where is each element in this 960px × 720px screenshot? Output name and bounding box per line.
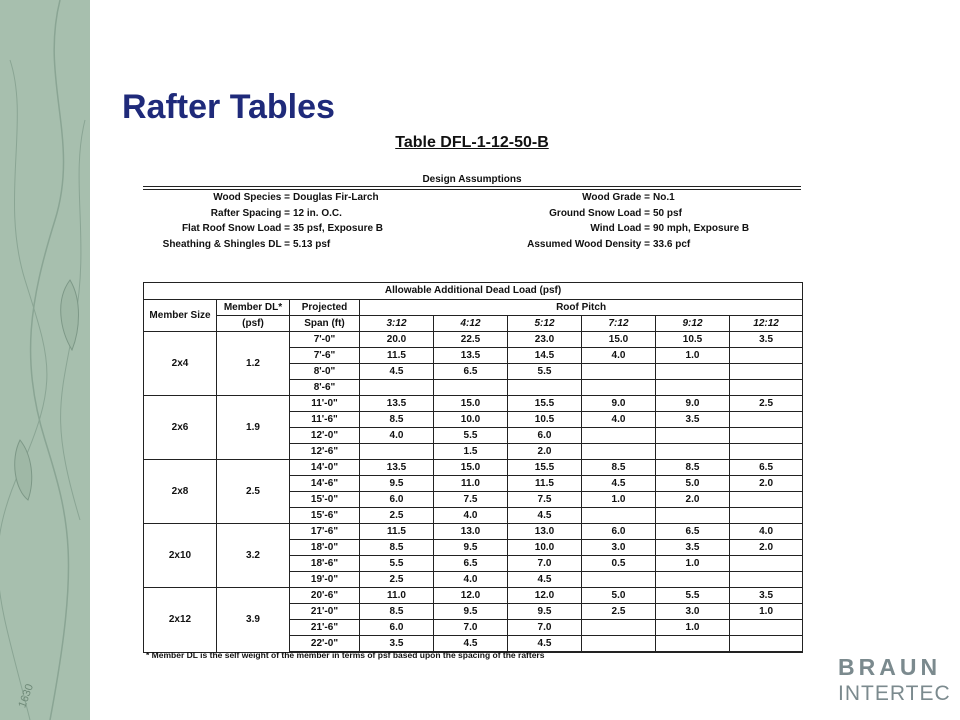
assumption-row <box>478 206 749 222</box>
load-value-cell: 20.0 <box>360 332 434 348</box>
assumption-value: No.1 <box>653 192 675 203</box>
member-dl-cell: 2.5 <box>217 460 290 524</box>
assumption-value: 33.6 pcf <box>653 238 691 250</box>
load-value-cell: 13.5 <box>360 396 434 412</box>
load-value-cell <box>730 412 803 428</box>
load-value-cell: 2.0 <box>730 540 803 556</box>
load-value-cell <box>730 364 803 380</box>
span-cell: 11'-0" <box>290 396 360 412</box>
load-value-cell: 3.5 <box>730 332 803 348</box>
load-value-cell: 9.0 <box>656 396 730 412</box>
span-cell: 17'-6" <box>290 524 360 540</box>
load-value-cell: 9.0 <box>582 396 656 412</box>
assumption-row <box>478 190 749 206</box>
table-title: Table DFL-1-12-50-B <box>395 134 549 151</box>
load-value-cell: 9.5 <box>434 540 508 556</box>
table-row <box>144 332 803 348</box>
table-super-header: Allowable Additional Dead Load (psf) <box>144 283 803 300</box>
load-value-cell: 13.0 <box>508 524 582 540</box>
load-value-cell: 2.0 <box>730 476 803 492</box>
load-value-cell: 14.5 <box>508 348 582 364</box>
load-value-cell: 9.5 <box>360 476 434 492</box>
member-size-cell: 2x4 <box>144 332 217 396</box>
load-value-cell: 3.0 <box>656 604 730 620</box>
logo-line-2: INTERTEC <box>838 682 951 705</box>
load-value-cell: 2.5 <box>360 572 434 588</box>
header-member-size: Member Size <box>144 300 217 332</box>
load-value-cell: 4.5 <box>508 636 582 653</box>
table-row <box>144 524 803 540</box>
assumption-label: Rafter Spacing = <box>210 207 290 219</box>
load-value-cell <box>656 380 730 396</box>
load-value-cell: 15.0 <box>434 396 508 412</box>
load-value-cell: 1.0 <box>656 348 730 364</box>
load-value-cell: 4.5 <box>360 364 434 380</box>
design-assumptions-left <box>143 190 383 252</box>
decorative-map-sidebar <box>0 0 90 720</box>
load-value-cell: 11.5 <box>508 476 582 492</box>
member-size-cell: 2x12 <box>144 588 217 653</box>
load-value-cell <box>582 428 656 444</box>
load-value-cell: 0.5 <box>582 556 656 572</box>
load-value-cell: 2.0 <box>656 492 730 508</box>
load-value-cell: 3.0 <box>582 540 656 556</box>
load-value-cell: 6.5 <box>434 364 508 380</box>
span-cell: 7'-0" <box>290 332 360 348</box>
header-pitch: 12:12 <box>730 316 803 332</box>
load-value-cell <box>360 444 434 460</box>
load-value-cell <box>730 636 803 653</box>
span-cell: 21'-0" <box>290 604 360 620</box>
load-value-cell: 10.5 <box>508 412 582 428</box>
load-value-cell <box>730 556 803 572</box>
load-value-cell: 8.5 <box>360 604 434 620</box>
assumption-label: Assumed Wood Density = <box>527 238 650 250</box>
load-value-cell: 7.5 <box>434 492 508 508</box>
table-row <box>144 396 803 412</box>
load-value-cell: 8.5 <box>582 460 656 476</box>
span-cell: 14'-0" <box>290 460 360 476</box>
braun-intertec-logo <box>838 654 951 706</box>
load-value-cell: 13.5 <box>434 348 508 364</box>
load-value-cell: 11.5 <box>360 524 434 540</box>
slide-title: Rafter Tables <box>122 88 335 126</box>
load-value-cell: 4.5 <box>508 572 582 588</box>
assumption-label: Flat Roof Snow Load = <box>181 223 290 234</box>
load-value-cell: 2.5 <box>730 396 803 412</box>
load-value-cell: 4.5 <box>508 508 582 524</box>
load-value-cell: 2.5 <box>360 508 434 524</box>
load-value-cell: 8.5 <box>656 460 730 476</box>
load-value-cell <box>582 508 656 524</box>
map-label: 1630 <box>16 682 37 710</box>
load-value-cell: 3.5 <box>730 588 803 604</box>
span-cell: 7'-6" <box>290 348 360 364</box>
load-value-cell: 15.0 <box>434 460 508 476</box>
load-value-cell: 2.5 <box>582 604 656 620</box>
load-value-cell: 15.5 <box>508 460 582 476</box>
load-value-cell: 7.5 <box>508 492 582 508</box>
span-cell: 14'-6" <box>290 476 360 492</box>
member-size-cell: 2x6 <box>144 396 217 460</box>
assumption-value: 5.13 psf <box>293 238 331 250</box>
span-cell: 11'-6" <box>290 412 360 428</box>
load-value-cell: 7.0 <box>508 620 582 636</box>
load-value-cell: 1.0 <box>656 556 730 572</box>
load-value-cell: 11.5 <box>360 348 434 364</box>
assumption-value: 90 mph, Exposure B <box>653 223 750 234</box>
assumption-value: 12 in. O.C. <box>293 207 342 219</box>
span-cell: 12'-0" <box>290 428 360 444</box>
span-cell: 20'-6" <box>290 588 360 604</box>
header-projected: Projected <box>290 300 360 316</box>
load-value-cell: 1.5 <box>434 444 508 460</box>
assumption-row <box>478 237 749 253</box>
load-value-cell: 22.5 <box>434 332 508 348</box>
load-value-cell <box>730 572 803 588</box>
span-cell: 19'-0" <box>290 572 360 588</box>
design-assumptions-right <box>478 190 749 252</box>
span-cell: 15'-0" <box>290 492 360 508</box>
load-value-cell <box>582 364 656 380</box>
load-value-cell <box>656 428 730 444</box>
load-value-cell: 4.0 <box>582 348 656 364</box>
member-dl-cell: 1.2 <box>217 332 290 396</box>
load-value-cell: 5.5 <box>360 556 434 572</box>
load-value-cell: 10.0 <box>434 412 508 428</box>
load-value-cell <box>582 380 656 396</box>
load-value-cell: 4.0 <box>360 428 434 444</box>
span-cell: 8'-0" <box>290 364 360 380</box>
assumption-row <box>478 221 749 237</box>
load-value-cell: 12.0 <box>434 588 508 604</box>
load-value-cell <box>508 380 582 396</box>
load-value-cell <box>360 380 434 396</box>
load-value-cell: 11.0 <box>434 476 508 492</box>
header-span-unit: Span (ft) <box>290 316 360 332</box>
header-roof-pitch: Roof Pitch <box>360 300 803 316</box>
assumption-value: 35 psf, Exposure B <box>293 223 384 234</box>
load-value-cell: 6.0 <box>360 620 434 636</box>
load-value-cell: 9.5 <box>508 604 582 620</box>
header-pitch: 5:12 <box>508 316 582 332</box>
load-value-cell <box>730 444 803 460</box>
load-value-cell: 6.5 <box>730 460 803 476</box>
load-value-cell: 3.5 <box>360 636 434 653</box>
load-value-cell <box>582 572 656 588</box>
span-cell: 21'-6" <box>290 620 360 636</box>
load-value-cell: 6.0 <box>508 428 582 444</box>
load-value-cell: 10.5 <box>656 332 730 348</box>
load-value-cell <box>730 380 803 396</box>
span-cell: 18'-6" <box>290 556 360 572</box>
load-value-cell: 4.5 <box>582 476 656 492</box>
load-value-cell: 4.0 <box>434 508 508 524</box>
header-member-dl: Member DL* <box>217 300 290 316</box>
load-value-cell: 7.0 <box>434 620 508 636</box>
member-size-cell: 2x10 <box>144 524 217 588</box>
load-value-cell <box>656 364 730 380</box>
load-value-cell <box>730 348 803 364</box>
load-value-cell: 8.5 <box>360 412 434 428</box>
load-value-cell <box>656 444 730 460</box>
logo-line-1: BRAUN <box>838 654 942 680</box>
load-value-cell: 6.5 <box>656 524 730 540</box>
load-value-cell <box>730 492 803 508</box>
assumption-value: 50 psf <box>653 207 682 219</box>
load-value-cell: 12.0 <box>508 588 582 604</box>
load-value-cell: 8.5 <box>360 540 434 556</box>
load-value-cell <box>656 572 730 588</box>
header-pitch: 7:12 <box>582 316 656 332</box>
assumption-label: Sheathing & Shingles DL = <box>162 238 290 250</box>
member-dl-cell: 1.9 <box>217 396 290 460</box>
assumption-label: Wind Load = <box>590 223 650 234</box>
load-value-cell: 5.5 <box>656 588 730 604</box>
span-cell: 22'-0" <box>290 636 360 653</box>
load-value-cell <box>656 636 730 653</box>
assumption-row <box>143 190 383 206</box>
load-value-cell: 6.0 <box>582 524 656 540</box>
table-footnote: * Member DL is the self weight of the member in terms of psf based upon the spacing of the rafters <box>146 650 545 660</box>
load-value-cell: 6.5 <box>434 556 508 572</box>
load-value-cell: 5.0 <box>582 588 656 604</box>
load-value-cell: 1.0 <box>656 620 730 636</box>
assumption-label: Wood Grade = <box>582 192 650 203</box>
load-value-cell: 3.5 <box>656 412 730 428</box>
member-size-cell: 2x8 <box>144 460 217 524</box>
topo-map-lines <box>0 0 90 720</box>
load-value-cell <box>656 508 730 524</box>
span-cell: 18'-0" <box>290 540 360 556</box>
load-value-cell <box>434 380 508 396</box>
load-value-cell: 10.0 <box>508 540 582 556</box>
load-value-cell <box>582 444 656 460</box>
design-assumptions-title: Design Assumptions <box>422 174 522 185</box>
load-value-cell: 15.0 <box>582 332 656 348</box>
load-value-cell <box>730 428 803 444</box>
load-value-cell: 4.0 <box>730 524 803 540</box>
load-value-cell: 5.5 <box>508 364 582 380</box>
load-value-cell: 7.0 <box>508 556 582 572</box>
load-value-cell: 4.5 <box>434 636 508 653</box>
load-value-cell <box>582 636 656 653</box>
header-pitch: 3:12 <box>360 316 434 332</box>
table-row <box>144 588 803 604</box>
member-dl-cell: 3.9 <box>217 588 290 653</box>
load-value-cell: 3.5 <box>656 540 730 556</box>
header-pitch: 4:12 <box>434 316 508 332</box>
load-value-cell: 4.0 <box>434 572 508 588</box>
header-pitch: 9:12 <box>656 316 730 332</box>
load-value-cell: 6.0 <box>360 492 434 508</box>
load-value-cell: 1.0 <box>582 492 656 508</box>
assumption-row <box>143 237 383 253</box>
member-dl-cell: 3.2 <box>217 524 290 588</box>
load-value-cell: 23.0 <box>508 332 582 348</box>
load-value-cell: 5.0 <box>656 476 730 492</box>
span-cell: 12'-6" <box>290 444 360 460</box>
header-member-dl-unit: (psf) <box>217 316 290 332</box>
load-value-cell <box>730 620 803 636</box>
load-value-cell: 9.5 <box>434 604 508 620</box>
span-cell: 8'-6" <box>290 380 360 396</box>
load-value-cell: 1.0 <box>730 604 803 620</box>
assumption-row <box>143 221 383 237</box>
rafter-table <box>143 282 803 653</box>
load-value-cell: 2.0 <box>508 444 582 460</box>
load-value-cell <box>582 620 656 636</box>
span-cell: 15'-6" <box>290 508 360 524</box>
load-value-cell: 13.0 <box>434 524 508 540</box>
table-row <box>144 460 803 476</box>
assumption-label: Wood Species = <box>213 192 290 203</box>
load-value-cell: 5.5 <box>434 428 508 444</box>
load-value-cell <box>730 508 803 524</box>
load-value-cell: 11.0 <box>360 588 434 604</box>
load-value-cell: 4.0 <box>582 412 656 428</box>
assumption-value: Douglas Fir-Larch <box>293 192 379 203</box>
table-body <box>144 332 803 653</box>
assumption-row <box>143 206 383 222</box>
load-value-cell: 13.5 <box>360 460 434 476</box>
assumption-label: Ground Snow Load = <box>549 207 650 219</box>
load-value-cell: 15.5 <box>508 396 582 412</box>
